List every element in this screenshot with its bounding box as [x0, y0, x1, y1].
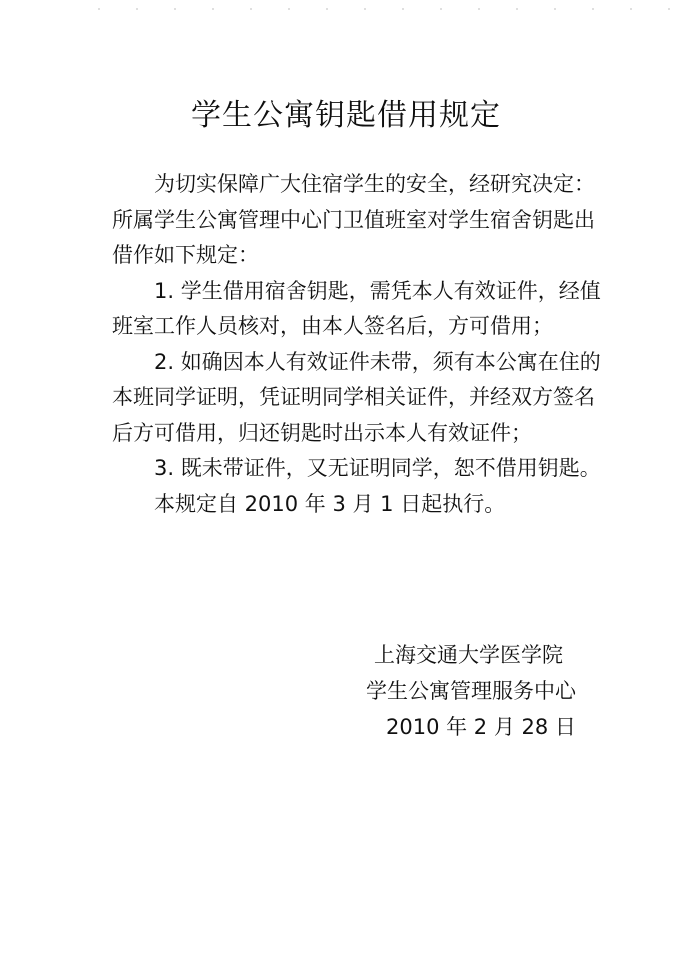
document-body [112, 167, 612, 522]
signature-date: 2010 年 2 月 28 日 [386, 715, 576, 739]
effective-date-paragraph: 本规定自 2010 年 3 月 1 日起执行。 [154, 491, 506, 516]
signature-org-university: 上海交通大学医学院 [374, 643, 563, 667]
rule-item-3: 3. 既未带证件，又无证明同学，恕不借用钥匙。 [154, 456, 601, 480]
scan-artifact-dots [80, 6, 680, 12]
signature-block [360, 637, 630, 745]
rule-item-2: 2. 如确因本人有效证件未带，须有本公寓在住的本班同学证明，凭证明同学相关证件，并经双方签名后方可借用，归还钥匙时出示本人有效证件； [112, 349, 601, 445]
signature-org-center: 学生公寓管理服务中心 [366, 679, 576, 703]
rule-item-1: 1. 学生借用宿舍钥匙，需凭本人有效证件，经值班室工作人员核对，由本人签名后，方可借用； [112, 278, 601, 338]
document-title: 学生公寓钥匙借用规定 [191, 98, 501, 133]
intro-paragraph: 为切实保障广大住宿学生的安全，经研究决定：所属学生公寓管理中心门卫值班室对学生宿舍钥匙出借作如下规定： [112, 172, 595, 267]
